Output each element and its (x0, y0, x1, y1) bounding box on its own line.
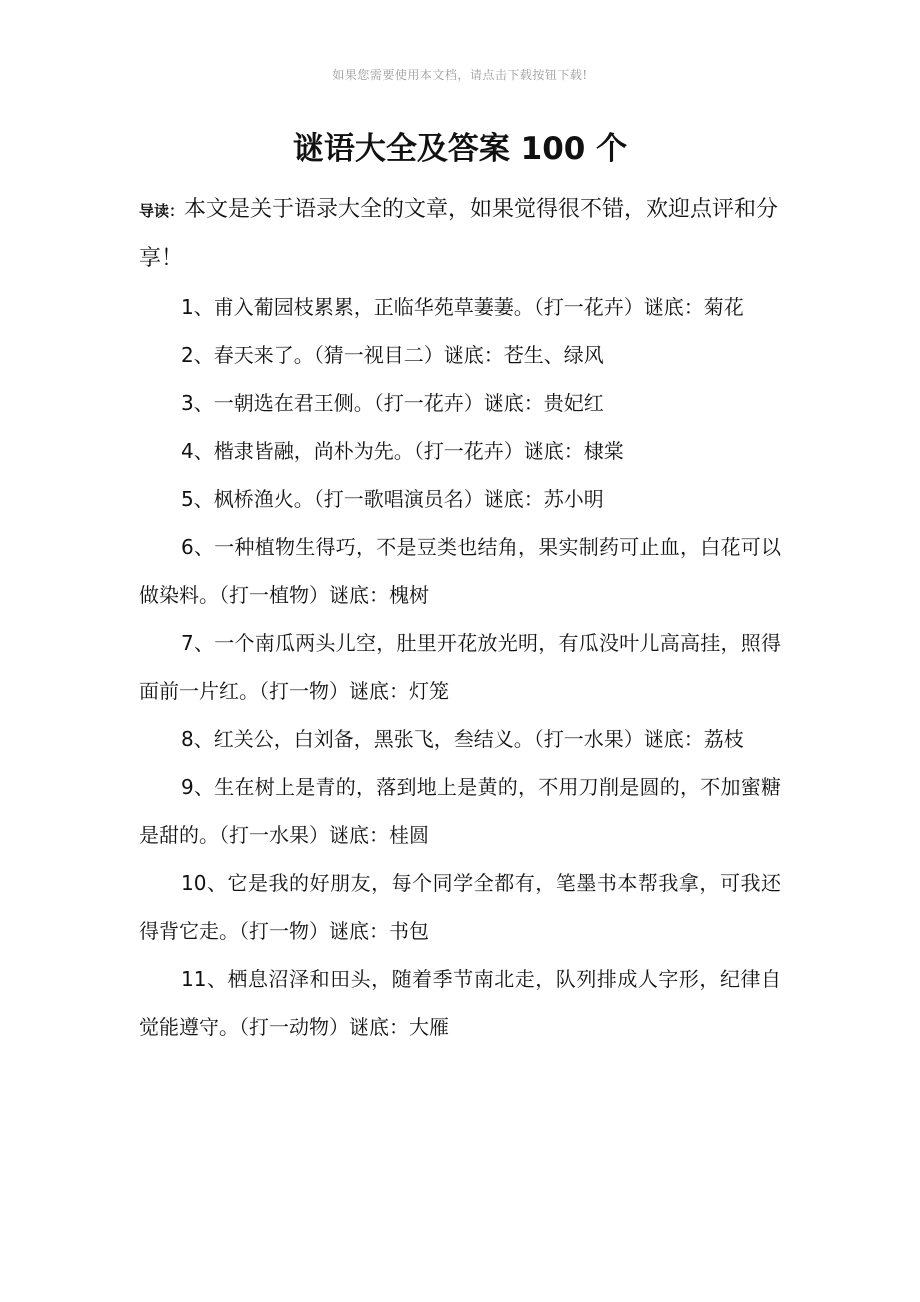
riddle-item: 6、一种植物生得巧，不是豆类也结角，果实制药可止血，白花可以做染料。（打一植物）谜底：槐树 (139, 535, 781, 607)
riddle-item: 11、栖息沼泽和田头，随着季节南北走，队列排成人字形，纪律自觉能遵守。（打一动物）谜底：大雁 (139, 967, 781, 1039)
riddle-item: 8、红关公，白刘备，黑张飞，叁结义。（打一水果）谜底：荔枝 (181, 727, 744, 751)
riddle-item: 2、春天来了。（猜一视目二）谜底：苍生、绿风 (181, 343, 604, 367)
page-title: 谜语大全及答案 100 个 (292, 131, 628, 167)
riddle-item: 7、一个南瓜两头儿空，肚里开花放光明，有瓜没叶儿高高挂，照得面前一片红。（打一物）谜底：灯笼 (139, 631, 781, 703)
intro-label: 导读： (139, 202, 185, 220)
intro-text: 本文是关于语录大全的文章，如果觉得很不错，欢迎点评和分享！ (139, 197, 779, 271)
intro-paragraph (139, 186, 781, 283)
riddle-item: 4、楷隶皆融，尚朴为先。（打一花卉）谜底：棣棠 (181, 439, 624, 463)
riddle-item: 3、一朝选在君王侧。（打一花卉）谜底：贵妃红 (181, 391, 604, 415)
riddle-item: 10、它是我的好朋友，每个同学全都有，笔墨书本帮我拿，可我还得背它走。（打一物）谜底：书包 (139, 871, 781, 943)
download-watermark: 如果您需要使用本文档，请点击下载按钮下载! (332, 68, 588, 82)
riddle-item: 1、甫入葡园枝累累，正临华苑草萋萋。（打一花卉）谜底：菊花 (181, 295, 744, 319)
riddle-item: 5、枫桥渔火。（打一歌唱演员名）谜底：苏小明 (181, 487, 604, 511)
document-body (139, 186, 781, 1051)
riddle-item: 9、生在树上是青的，落到地上是黄的，不用刀削是圆的，不加蜜糖是甜的。（打一水果）谜底：桂圆 (139, 775, 781, 847)
